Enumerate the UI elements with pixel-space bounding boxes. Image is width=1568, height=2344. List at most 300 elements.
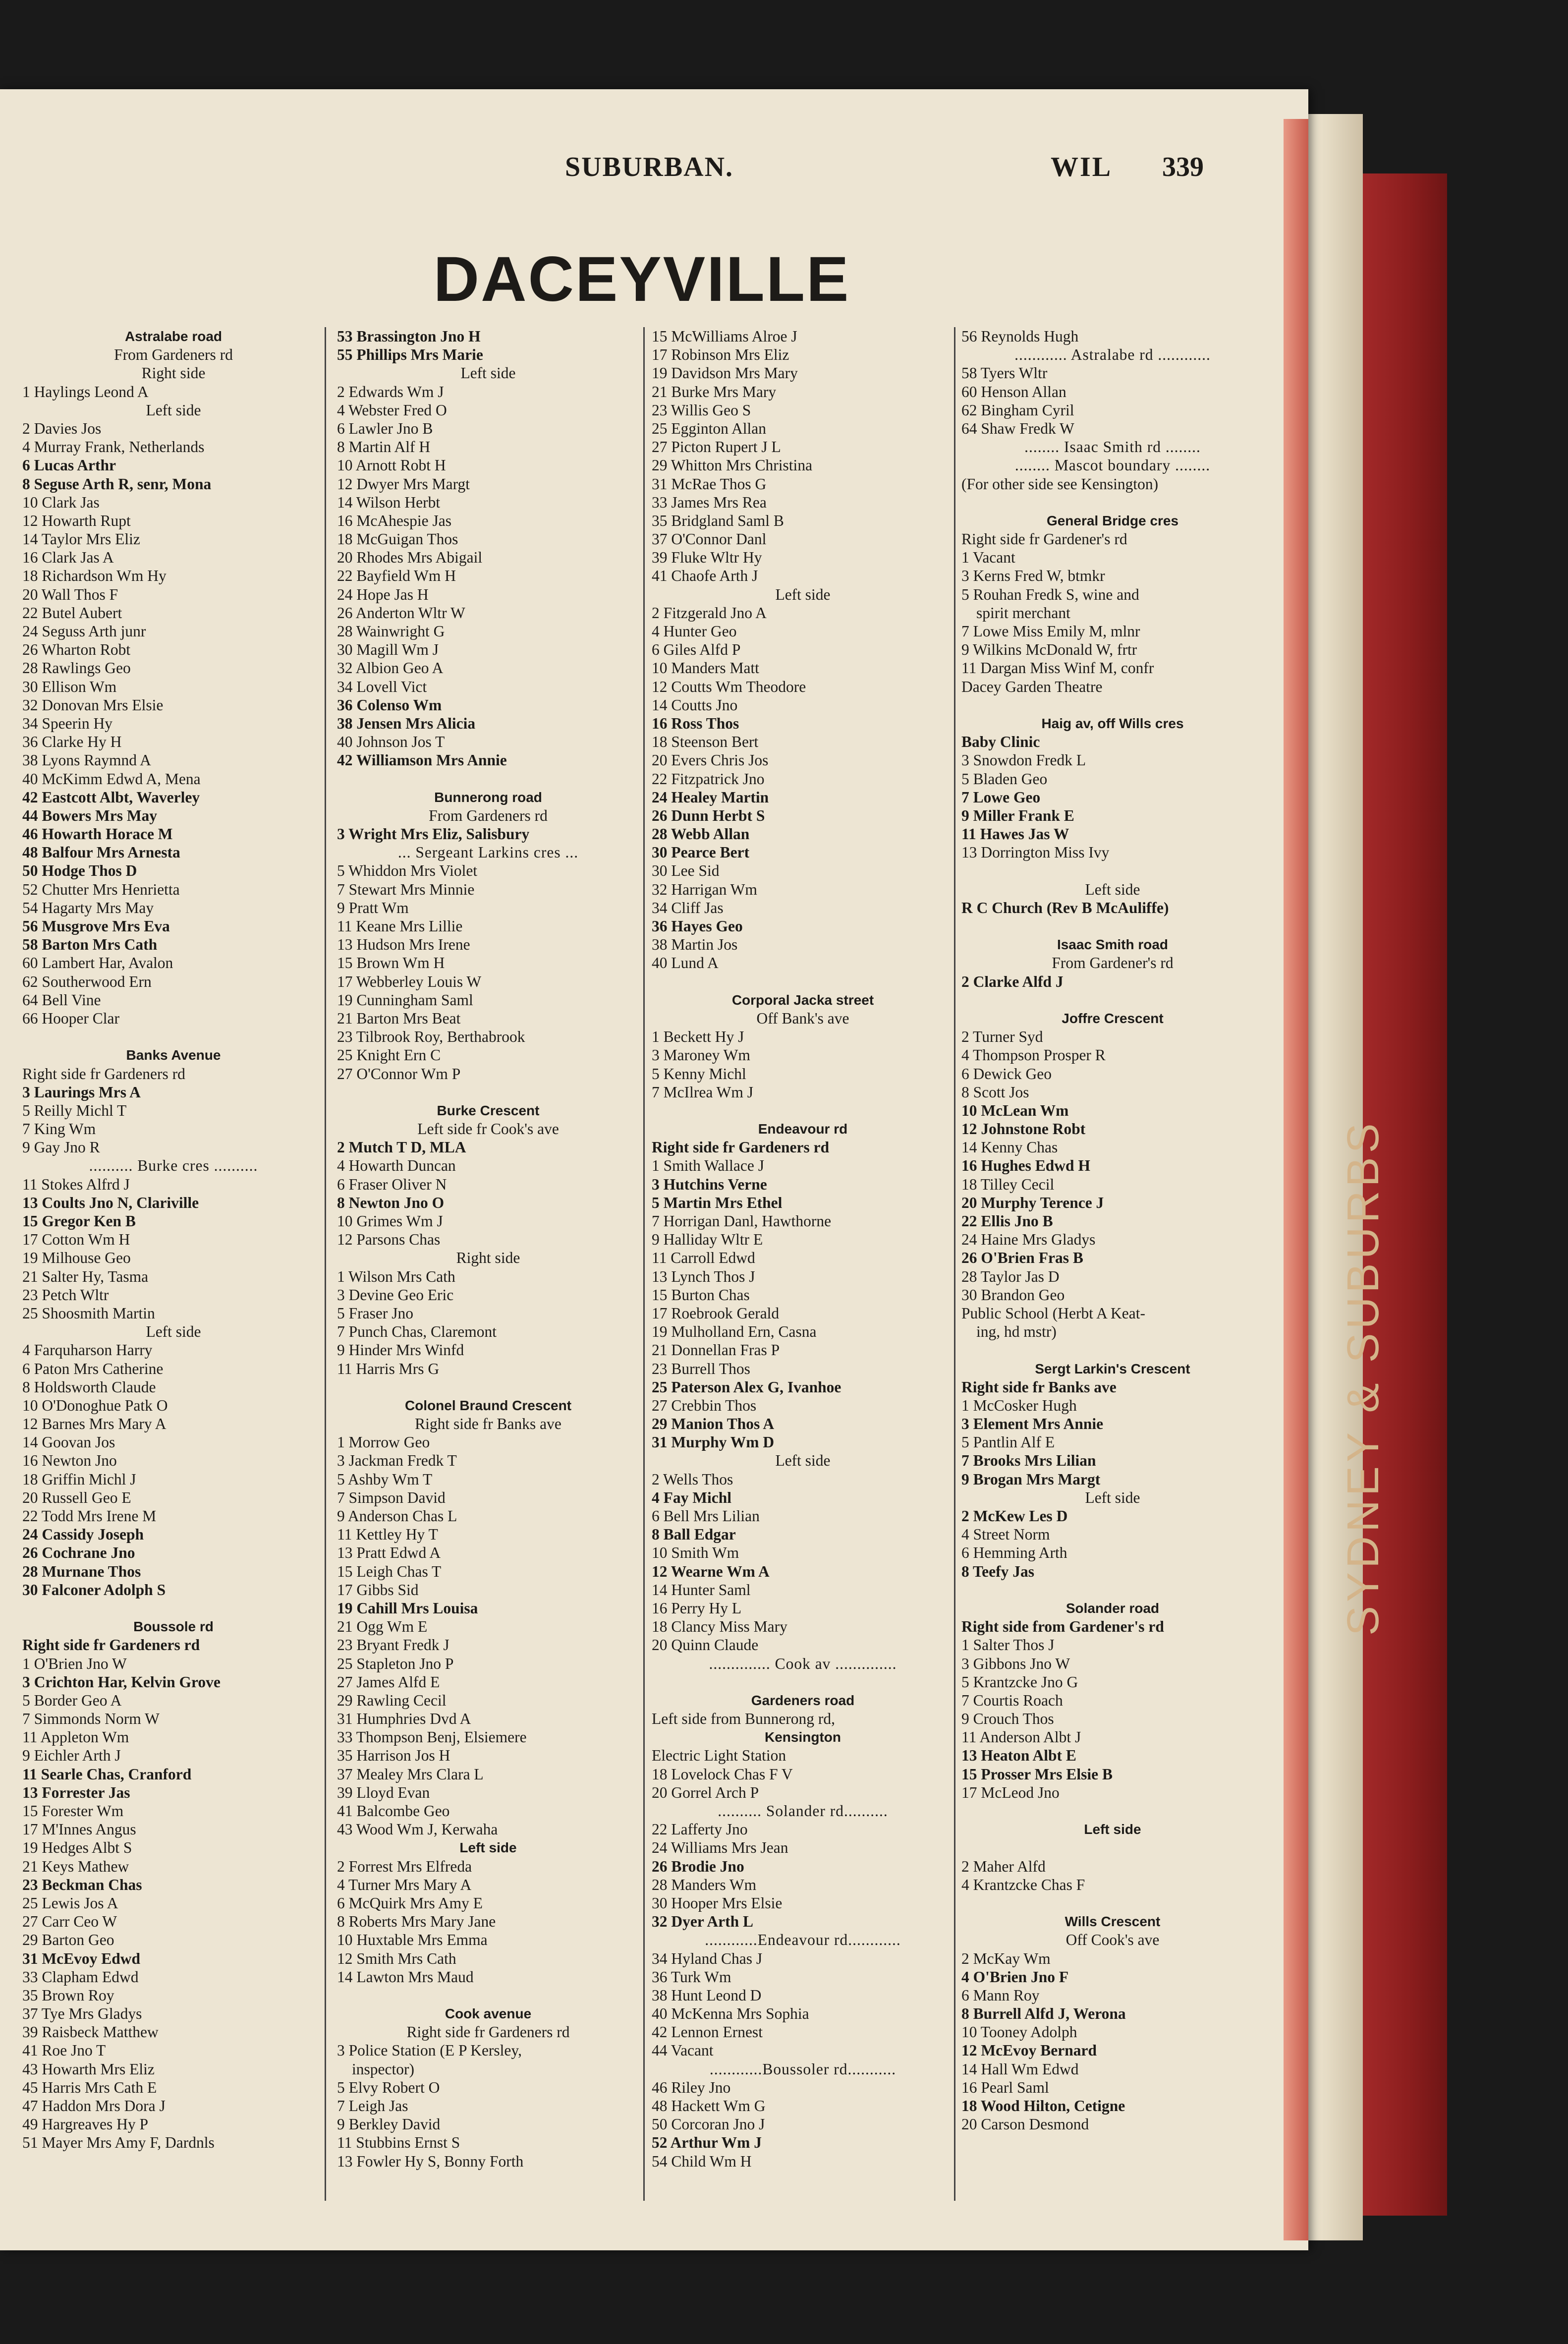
directory-entry: 24 Healey Martin bbox=[652, 788, 769, 806]
directory-entry: 27 Crebbin Thos bbox=[652, 1396, 757, 1414]
directory-entry: Right side fr Gardeners rd bbox=[22, 1065, 185, 1083]
directory-entry: 11 Harris Mrs G bbox=[337, 1360, 440, 1377]
directory-entry: From Gardeners rd bbox=[429, 806, 548, 824]
directory-entry: 26 Cochrane Jno bbox=[22, 1544, 135, 1562]
directory-entry: 19 Milhouse Geo bbox=[22, 1249, 131, 1267]
directory-entry: 1 Wilson Mrs Cath bbox=[337, 1267, 455, 1285]
directory-entry: 34 Cliff Jas bbox=[652, 899, 724, 916]
directory-entry: (For other side see Kensington) bbox=[961, 475, 1159, 493]
directory-entry: 25 Egginton Allan bbox=[652, 419, 766, 437]
directory-entry: 18 Steenson Bert bbox=[652, 733, 759, 751]
red-page-edge bbox=[1284, 119, 1308, 2240]
directory-entry: 40 Lund A bbox=[652, 954, 719, 972]
directory-entry: 1 Salter Thos J bbox=[961, 1636, 1055, 1654]
directory-entry: 2 McKew Les D bbox=[961, 1507, 1068, 1525]
directory-entry bbox=[652, 1101, 954, 1120]
directory-entry: 39 Lloyd Evan bbox=[337, 1783, 430, 1801]
street-heading: Burke Crescent bbox=[437, 1102, 540, 1118]
directory-entry: 35 Brown Roy bbox=[22, 1986, 114, 2004]
directory-entry: Dacey Garden Theatre bbox=[961, 678, 1103, 695]
directory-entry: 27 Picton Rupert J L bbox=[652, 438, 781, 456]
directory-entry: 14 Coutts Jno bbox=[652, 696, 738, 714]
directory-entry: 15 Leigh Chas T bbox=[337, 1562, 442, 1580]
directory-entry: 21 Donnellan Fras P bbox=[652, 1341, 780, 1359]
directory-entry: 11 Searle Chas, Cranford bbox=[22, 1765, 192, 1783]
directory-entry: Baby Clinic bbox=[961, 733, 1040, 751]
street-heading: Gardeners road bbox=[751, 1692, 855, 1708]
directory-entry: 8 Martin Alf H bbox=[337, 438, 431, 456]
directory-entry: 33 Clapham Edwd bbox=[22, 1968, 139, 1986]
directory-entry: 2 Fitzgerald Jno A bbox=[652, 604, 767, 622]
street-heading: Left side bbox=[1084, 1822, 1141, 1837]
directory-entry bbox=[961, 1341, 1264, 1359]
directory-entry: 5 Martin Mrs Ethel bbox=[652, 1194, 783, 1211]
cross-street-divider: ........ Isaac Smith rd ........ bbox=[1024, 438, 1201, 456]
directory-entry: 5 Ashby Wm T bbox=[337, 1470, 433, 1488]
directory-entry: 3 Element Mrs Annie bbox=[961, 1415, 1104, 1433]
directory-entry: Right side bbox=[141, 364, 206, 382]
directory-entry: 49 Hargreaves Hy P bbox=[22, 2115, 148, 2133]
page-number: 339 bbox=[1162, 152, 1204, 182]
directory-entry: 4 Thompson Prosper R bbox=[961, 1046, 1106, 1064]
directory-entry: 64 Bell Vine bbox=[22, 991, 101, 1009]
directory-entry: 18 Wood Hilton, Cetigne bbox=[961, 2097, 1125, 2115]
directory-entry: Electric Light Station bbox=[652, 1747, 786, 1765]
directory-entry: 4 Howarth Duncan bbox=[337, 1157, 456, 1175]
directory-entry: 3 Snowdon Fredk L bbox=[961, 751, 1086, 769]
directory-entry: 53 Brassington Jno H bbox=[337, 328, 481, 345]
directory-entry: 22 Lafferty Jno bbox=[652, 1821, 748, 1838]
directory-entry: 10 Tooney Adolph bbox=[961, 2023, 1077, 2041]
directory-entry: 7 McIlrea Wm J bbox=[652, 1083, 753, 1101]
directory-entry: 31 Humphries Dvd A bbox=[337, 1710, 471, 1728]
directory-entry bbox=[961, 1802, 1264, 1820]
directory-entry: ing, hd mstr) bbox=[976, 1323, 1057, 1341]
directory-entry bbox=[961, 861, 1264, 880]
directory-entry: 62 Bingham Cyril bbox=[961, 401, 1074, 419]
directory-entry: 44 Bowers Mrs May bbox=[22, 806, 158, 824]
directory-entry: 3 Wright Mrs Eliz, Salisbury bbox=[337, 825, 530, 843]
directory-entry: 3 Kerns Fred W, btmkr bbox=[961, 567, 1105, 585]
directory-entry: 3 Gibbons Jno W bbox=[961, 1655, 1070, 1672]
directory-entry: 9 Miller Frank E bbox=[961, 806, 1074, 824]
directory-entry: 15 Forester Wm bbox=[22, 1802, 124, 1820]
directory-entry: 40 McKenna Mrs Sophia bbox=[652, 2005, 809, 2023]
street-heading: Wills Crescent bbox=[1064, 1914, 1161, 1930]
directory-entry: 62 Southerwood Ern bbox=[22, 972, 152, 990]
directory-entry: 7 Punch Chas, Claremont bbox=[337, 1323, 497, 1341]
directory-entry: 40 Johnson Jos T bbox=[337, 733, 445, 751]
street-heading: Endeavour rd bbox=[758, 1121, 848, 1137]
directory-entry: 30 Falconer Adolph S bbox=[22, 1581, 166, 1599]
directory-entry: 28 Webb Allan bbox=[652, 825, 750, 843]
directory-entry: 41 Balcombe Geo bbox=[337, 1802, 450, 1820]
directory-entry: 14 Lawton Mrs Maud bbox=[337, 1968, 474, 1986]
directory-entry: 2 Maher Alfd bbox=[961, 1857, 1046, 1875]
street-heading: Joffre Crescent bbox=[1062, 1010, 1164, 1026]
directory-entry: 26 O'Brien Fras B bbox=[961, 1249, 1083, 1267]
directory-entry: 19 Hedges Albt S bbox=[22, 1839, 132, 1857]
directory-entry: 11 Dargan Miss Winf M, confr bbox=[961, 659, 1154, 677]
directory-column-4 bbox=[961, 327, 1264, 2133]
directory-entry bbox=[961, 1894, 1264, 1912]
directory-entry bbox=[337, 1083, 639, 1101]
directory-entry: 5 Kenny Michl bbox=[652, 1065, 746, 1083]
directory-entry: 42 Williamson Mrs Annie bbox=[337, 751, 507, 769]
directory-entry: 3 Devine Geo Eric bbox=[337, 1286, 454, 1304]
section-heading: SUBURBAN. bbox=[565, 152, 734, 182]
directory-entry: 7 Simpson David bbox=[337, 1488, 446, 1506]
directory-entry: From Gardeners rd bbox=[114, 346, 233, 364]
directory-entry: 16 Hughes Edwd H bbox=[961, 1157, 1090, 1175]
directory-entry: 13 Forrester Jas bbox=[22, 1783, 130, 1801]
directory-entry: 16 Newton Jno bbox=[22, 1452, 117, 1470]
directory-entry: 25 Stapleton Jno P bbox=[337, 1655, 454, 1672]
directory-entry: 7 Lowe Geo bbox=[961, 788, 1041, 806]
directory-entry: 2 Mutch T D, MLA bbox=[337, 1139, 466, 1156]
directory-entry: 25 Knight Ern C bbox=[337, 1046, 441, 1064]
directory-entry: 31 McEvoy Edwd bbox=[22, 1949, 141, 1967]
directory-entry: 3 Hutchins Verne bbox=[652, 1175, 767, 1193]
directory-entry: 6 Lucas Arthr bbox=[22, 457, 116, 474]
directory-entry: 16 Clark Jas A bbox=[22, 549, 114, 567]
directory-entry: 19 Mulholland Ern, Casna bbox=[652, 1323, 817, 1341]
directory-entry: 15 Gregor Ken B bbox=[22, 1212, 136, 1230]
directory-entry: 30 Ellison Wm bbox=[22, 678, 117, 695]
directory-entry: 4 Fay Michl bbox=[652, 1488, 731, 1506]
directory-entry: Right side from Gardener's rd bbox=[961, 1618, 1164, 1636]
directory-entry: 1 Morrow Geo bbox=[337, 1433, 430, 1451]
directory-entry: 24 Cassidy Joseph bbox=[22, 1526, 144, 1544]
directory-entry: 9 Halliday Wltr E bbox=[652, 1231, 763, 1249]
directory-entry: 11 Appleton Wm bbox=[22, 1728, 129, 1746]
directory-entry bbox=[961, 696, 1264, 714]
directory-entry: 48 Balfour Mrs Arnesta bbox=[22, 844, 180, 861]
directory-entry: 50 Corcoran Jno J bbox=[652, 2115, 765, 2133]
street-heading: Solander road bbox=[1065, 1600, 1160, 1616]
directory-entry: 20 Rhodes Mrs Abigail bbox=[337, 549, 483, 567]
directory-entry: 23 Willis Geo S bbox=[652, 401, 751, 419]
directory-entry: 18 McGuigan Thos bbox=[337, 530, 458, 548]
directory-entry: 41 Chaofe Arth J bbox=[652, 567, 758, 585]
directory-entry: 56 Musgrove Mrs Eva bbox=[22, 917, 170, 935]
directory-entry: Left side bbox=[146, 1323, 201, 1341]
directory-entry: Right side fr Gardeners rd bbox=[652, 1139, 830, 1156]
directory-entry bbox=[652, 972, 954, 991]
directory-entry: 12 Howarth Rupt bbox=[22, 512, 131, 529]
directory-entry bbox=[961, 991, 1264, 1009]
directory-entry: 1 Beckett Hy J bbox=[652, 1028, 744, 1046]
running-head bbox=[0, 151, 1284, 191]
directory-entry: 50 Hodge Thos D bbox=[22, 862, 137, 880]
directory-entry: 23 Petch Wltr bbox=[22, 1286, 109, 1304]
directory-entry: 38 Martin Jos bbox=[652, 936, 738, 954]
directory-entry: 24 Hope Jas H bbox=[337, 585, 429, 603]
directory-entry: 6 Mann Roy bbox=[961, 1986, 1040, 2004]
directory-entry: 21 Barton Mrs Beat bbox=[337, 1009, 461, 1027]
street-heading: Sergt Larkin's Crescent bbox=[1035, 1361, 1190, 1376]
directory-entry: 15 Prosser Mrs Elsie B bbox=[961, 1765, 1113, 1783]
directory-entry: 10 O'Donoghue Patk O bbox=[22, 1396, 168, 1414]
directory-entry: 9 Brogan Mrs Margt bbox=[961, 1470, 1101, 1488]
directory-entry: 37 Mealey Mrs Clara L bbox=[337, 1765, 484, 1783]
directory-entry: 12 Dwyer Mrs Margt bbox=[337, 475, 470, 493]
directory-entry: 55 Phillips Mrs Marie bbox=[337, 346, 483, 364]
directory-entry: 1 Haylings Leond A bbox=[22, 383, 149, 400]
directory-entry: 26 Anderton Wltr W bbox=[337, 604, 465, 622]
cross-street-divider: .......... Burke cres .......... bbox=[89, 1157, 258, 1175]
directory-entry: 5 Krantzcke Jno G bbox=[961, 1673, 1078, 1691]
directory-entry: 11 Hawes Jas W bbox=[961, 825, 1069, 843]
directory-entry: 32 Donovan Mrs Elsie bbox=[22, 696, 164, 714]
directory-entry: 10 Manders Matt bbox=[652, 659, 759, 677]
directory-entry: 44 Vacant bbox=[652, 2042, 714, 2059]
directory-entry: Right side fr Gardener's rd bbox=[961, 530, 1127, 548]
directory-entry: 11 Stokes Alfrd J bbox=[22, 1175, 130, 1193]
directory-entry: 3 Laurings Mrs A bbox=[22, 1083, 141, 1101]
directory-entry bbox=[961, 493, 1264, 512]
directory-column-3 bbox=[652, 327, 954, 2171]
directory-entry: 39 Raisbeck Matthew bbox=[22, 2023, 159, 2041]
directory-entry: 4 Turner Mrs Mary A bbox=[337, 1876, 472, 1893]
directory-entry: 8 Scott Jos bbox=[961, 1083, 1029, 1101]
directory-entry: 22 Bayfield Wm H bbox=[337, 567, 456, 585]
directory-entry: 24 Seguss Arth junr bbox=[22, 623, 146, 640]
directory-entry bbox=[337, 1986, 639, 2004]
directory-entry: 13 Dorrington Miss Ivy bbox=[961, 844, 1110, 861]
directory-entry: 32 Dyer Arth L bbox=[652, 1913, 754, 1931]
directory-entry: 6 Hemming Arth bbox=[961, 1544, 1067, 1562]
directory-entry: 13 Fowler Hy S, Bonny Forth bbox=[337, 2152, 524, 2170]
directory-entry: 9 Pratt Wm bbox=[337, 899, 409, 916]
directory-entry: 6 McQuirk Mrs Amy E bbox=[337, 1894, 483, 1912]
directory-entry: 33 Thompson Benj, Elsiemere bbox=[337, 1728, 527, 1746]
directory-entry bbox=[961, 1581, 1264, 1599]
directory-entry: 28 Rawlings Geo bbox=[22, 659, 131, 677]
directory-entry: 48 Hackett Wm G bbox=[652, 2097, 766, 2115]
directory-entry: 41 Roe Jno T bbox=[22, 2042, 106, 2059]
directory-entry: 20 Wall Thos F bbox=[22, 585, 118, 603]
directory-entry: 42 Lennon Ernest bbox=[652, 2023, 763, 2041]
directory-entry: 13 Hudson Mrs Irene bbox=[337, 936, 470, 954]
directory-entry: 2 Wells Thos bbox=[652, 1470, 733, 1488]
cross-street-divider: ........ Mascot boundary ........ bbox=[1014, 457, 1211, 474]
directory-entry: 14 Taylor Mrs Eliz bbox=[22, 530, 140, 548]
directory-entry: 4 Street Norm bbox=[961, 1526, 1050, 1544]
directory-entry: 17 Gibbs Sid bbox=[337, 1581, 419, 1599]
directory-entry: 22 Ellis Jno B bbox=[961, 1212, 1053, 1230]
directory-entry: spirit merchant bbox=[976, 604, 1070, 622]
directory-entry: 8 Seguse Arth R, senr, Mona bbox=[22, 475, 212, 493]
directory-entry: Right side fr Banks ave bbox=[961, 1378, 1117, 1396]
column-rule bbox=[325, 327, 326, 2201]
directory-entry: 5 Pantlin Alf E bbox=[961, 1433, 1055, 1451]
directory-entry: 26 Dunn Herbt S bbox=[652, 806, 765, 824]
directory-entry: 22 Todd Mrs Irene M bbox=[22, 1507, 157, 1525]
street-heading: Kensington bbox=[765, 1729, 841, 1745]
directory-entry: 9 Berkley David bbox=[337, 2115, 441, 2133]
directory-entry: Left side bbox=[146, 401, 201, 419]
directory-entry: 8 Holdsworth Claude bbox=[22, 1378, 156, 1396]
directory-entry: 23 Beckman Chas bbox=[22, 1876, 142, 1893]
directory-entry: 2 McKay Wm bbox=[961, 1949, 1051, 1967]
directory-entry: 30 Hooper Mrs Elsie bbox=[652, 1894, 783, 1912]
directory-entry: 58 Tyers Wltr bbox=[961, 364, 1048, 382]
directory-entry: 20 Evers Chris Jos bbox=[652, 751, 769, 769]
directory-entry: From Gardener's rd bbox=[1052, 954, 1174, 972]
directory-column-2 bbox=[337, 327, 639, 2171]
directory-entry: 15 Brown Wm H bbox=[337, 954, 445, 972]
directory-entry: 7 Simmonds Norm W bbox=[22, 1710, 160, 1728]
directory-entry bbox=[961, 1838, 1264, 1857]
directory-entry: 8 Burrell Alfd J, Werona bbox=[961, 2005, 1126, 2023]
street-heading: Corporal Jacka street bbox=[731, 992, 874, 1008]
directory-entry: 43 Wood Wm J, Kerwaha bbox=[337, 1821, 498, 1838]
directory-entry: Right side bbox=[456, 1249, 520, 1267]
directory-entry: 12 Wearne Wm A bbox=[652, 1562, 770, 1580]
directory-entry: 21 Salter Hy, Tasma bbox=[22, 1267, 149, 1285]
directory-entry: 9 Crouch Thos bbox=[961, 1710, 1054, 1728]
cross-street-divider: .......... Solander rd.......... bbox=[718, 1802, 888, 1820]
directory-entry: 31 Murphy Wm D bbox=[652, 1433, 775, 1451]
street-heading: Isaac Smith road bbox=[1057, 937, 1169, 953]
directory-entry: 29 Barton Geo bbox=[22, 1931, 114, 1949]
directory-entry: Off Cook's ave bbox=[1065, 1931, 1160, 1949]
directory-entry: Left side bbox=[460, 364, 516, 382]
directory-entry: 7 Courtis Roach bbox=[961, 1691, 1063, 1709]
street-heading: Left side bbox=[459, 1840, 517, 1856]
directory-entry bbox=[22, 1599, 325, 1617]
directory-entry: 28 Manders Wm bbox=[652, 1876, 757, 1893]
directory-entry: 56 Reynolds Hugh bbox=[961, 328, 1079, 345]
directory-entry: 36 Turk Wm bbox=[652, 1968, 731, 1986]
directory-entry: 12 Barnes Mrs Mary A bbox=[22, 1415, 167, 1433]
directory-entry: 46 Riley Jno bbox=[652, 2078, 731, 2096]
directory-entry: 25 Shoosmith Martin bbox=[22, 1304, 155, 1322]
directory-entry: 11 Kettley Hy T bbox=[337, 1526, 438, 1544]
directory-entry: Left side from Bunnerong rd, bbox=[652, 1710, 836, 1728]
directory-entry: 42 Eastcott Albt, Waverley bbox=[22, 788, 200, 806]
directory-entry: 20 Russell Geo E bbox=[22, 1488, 131, 1506]
directory-entry: 6 Bell Mrs Lilian bbox=[652, 1507, 760, 1525]
directory-entry: 4 Murray Frank, Netherlands bbox=[22, 438, 205, 456]
directory-entry: 17 Roebrook Gerald bbox=[652, 1304, 780, 1322]
directory-entry: 20 Quinn Claude bbox=[652, 1636, 759, 1654]
directory-entry: 60 Henson Allan bbox=[961, 383, 1066, 400]
directory-entry: 2 Clarke Alfd J bbox=[961, 972, 1064, 990]
directory-entry: 15 McWilliams Alroe J bbox=[652, 328, 797, 345]
directory-entry: 17 Robinson Mrs Eliz bbox=[652, 346, 789, 364]
directory-entry: 6 Fraser Oliver N bbox=[337, 1175, 447, 1193]
section-code: WIL bbox=[1051, 152, 1113, 182]
directory-entry: 19 Cahill Mrs Louisa bbox=[337, 1599, 478, 1617]
directory-entry: 18 Lovelock Chas F V bbox=[652, 1765, 793, 1783]
directory-entry: 7 Brooks Mrs Lilian bbox=[961, 1452, 1096, 1470]
directory-entry: inspector) bbox=[352, 2060, 414, 2078]
directory-entry: 14 Hall Wm Edwd bbox=[961, 2060, 1079, 2078]
directory-entry: 34 Lovell Vict bbox=[337, 678, 427, 695]
directory-entry: 36 Colenso Wm bbox=[337, 696, 442, 714]
directory-entry: 25 Lewis Jos A bbox=[22, 1894, 118, 1912]
directory-entry: 12 Coutts Wm Theodore bbox=[652, 678, 806, 695]
directory-entry: 6 Giles Alfd P bbox=[652, 641, 741, 659]
directory-entry: 9 Hinder Mrs Winfd bbox=[337, 1341, 464, 1359]
directory-entry bbox=[22, 1028, 325, 1046]
directory-entry: 64 Shaw Fredk W bbox=[961, 419, 1074, 437]
directory-entry: 20 Gorrel Arch P bbox=[652, 1783, 759, 1801]
directory-entry: 22 Fitzpatrick Jno bbox=[652, 770, 765, 788]
directory-entry: Left side bbox=[775, 1452, 831, 1470]
directory-entry: 9 Gay Jno R bbox=[22, 1139, 100, 1156]
directory-entry: 5 Whiddon Mrs Violet bbox=[337, 862, 478, 880]
cross-street-divider: ... Sergeant Larkins cres ... bbox=[397, 844, 579, 861]
directory-entry: 18 Tilley Cecil bbox=[961, 1175, 1055, 1193]
directory-entry: 3 Jackman Fredk T bbox=[337, 1452, 457, 1470]
directory-entry: 26 Brodie Jno bbox=[652, 1857, 744, 1875]
directory-entry bbox=[337, 770, 639, 788]
directory-entry bbox=[652, 1673, 954, 1691]
directory-entry: 33 James Mrs Rea bbox=[652, 493, 767, 511]
directory-entry: Right side fr Banks ave bbox=[415, 1415, 561, 1433]
directory-entry: 22 Butel Aubert bbox=[22, 604, 122, 622]
directory-entry: 60 Lambert Har, Avalon bbox=[22, 954, 173, 972]
directory-entry: Right side fr Gardeners rd bbox=[22, 1636, 200, 1654]
directory-entry: Left side bbox=[1085, 1488, 1140, 1506]
directory-entry: 7 King Wm bbox=[22, 1120, 96, 1138]
directory-entry: 28 Wainwright G bbox=[337, 623, 445, 640]
directory-entry: 16 Perry Hy L bbox=[652, 1599, 742, 1617]
directory-entry: 7 Horrigan Danl, Hawthorne bbox=[652, 1212, 832, 1230]
directory-entry: 52 Chutter Mrs Henrietta bbox=[22, 880, 180, 898]
directory-entry: 38 Lyons Raymnd A bbox=[22, 751, 151, 769]
directory-entry: 1 Smith Wallace J bbox=[652, 1157, 764, 1175]
directory-entry bbox=[961, 917, 1264, 935]
directory-entry: 13 Coults Jno N, Clariville bbox=[22, 1194, 199, 1211]
directory-entry bbox=[337, 1378, 639, 1396]
directory-entry: 9 Eichler Arth J bbox=[22, 1747, 121, 1765]
directory-entry: 52 Arthur Wm J bbox=[652, 2134, 762, 2152]
directory-entry: 4 Krantzcke Chas F bbox=[961, 1876, 1085, 1893]
directory-entry: 9 Anderson Chas L bbox=[337, 1507, 457, 1525]
directory-entry: 1 McCosker Hugh bbox=[961, 1396, 1077, 1414]
directory-entry: 8 Ball Edgar bbox=[652, 1526, 736, 1544]
directory-entry: 58 Barton Mrs Cath bbox=[22, 936, 158, 954]
directory-entry: Public School (Herbt A Keat- bbox=[961, 1304, 1145, 1322]
directory-entry: 8 Teefy Jas bbox=[961, 1562, 1035, 1580]
directory-entry: 54 Child Wm H bbox=[652, 2152, 752, 2170]
directory-entry: 9 Wilkins McDonald W, frtr bbox=[961, 641, 1137, 659]
directory-entry: Left side fr Cook's ave bbox=[417, 1120, 559, 1138]
directory-entry: Off Bank's ave bbox=[756, 1009, 849, 1027]
street-heading: General Bridge cres bbox=[1046, 513, 1179, 528]
directory-entry: 18 Richardson Wm Hy bbox=[22, 567, 167, 585]
street-heading: Astralabe road bbox=[124, 329, 223, 344]
directory-entry: 66 Hooper Clar bbox=[22, 1009, 119, 1027]
directory-entry: 12 Parsons Chas bbox=[337, 1231, 441, 1249]
directory-entry: 18 Clancy Miss Mary bbox=[652, 1618, 787, 1636]
directory-entry: 23 Tilbrook Roy, Berthabrook bbox=[337, 1028, 525, 1046]
directory-entry: 17 Cotton Wm H bbox=[22, 1231, 130, 1249]
directory-entry: 11 Stubbins Ernst S bbox=[337, 2134, 460, 2152]
directory-entry: 31 McRae Thos G bbox=[652, 475, 767, 493]
directory-entry: 5 Reilly Michl T bbox=[22, 1101, 127, 1119]
directory-entry: 24 Haine Mrs Gladys bbox=[961, 1231, 1096, 1249]
directory-entry: 20 Murphy Terence J bbox=[961, 1194, 1104, 1211]
street-heading: Cook avenue bbox=[445, 2006, 532, 2022]
directory-entry: 12 Johnstone Robt bbox=[961, 1120, 1086, 1138]
directory-entry: 29 Manion Thos A bbox=[652, 1415, 775, 1433]
street-heading: Banks Avenue bbox=[126, 1047, 221, 1063]
